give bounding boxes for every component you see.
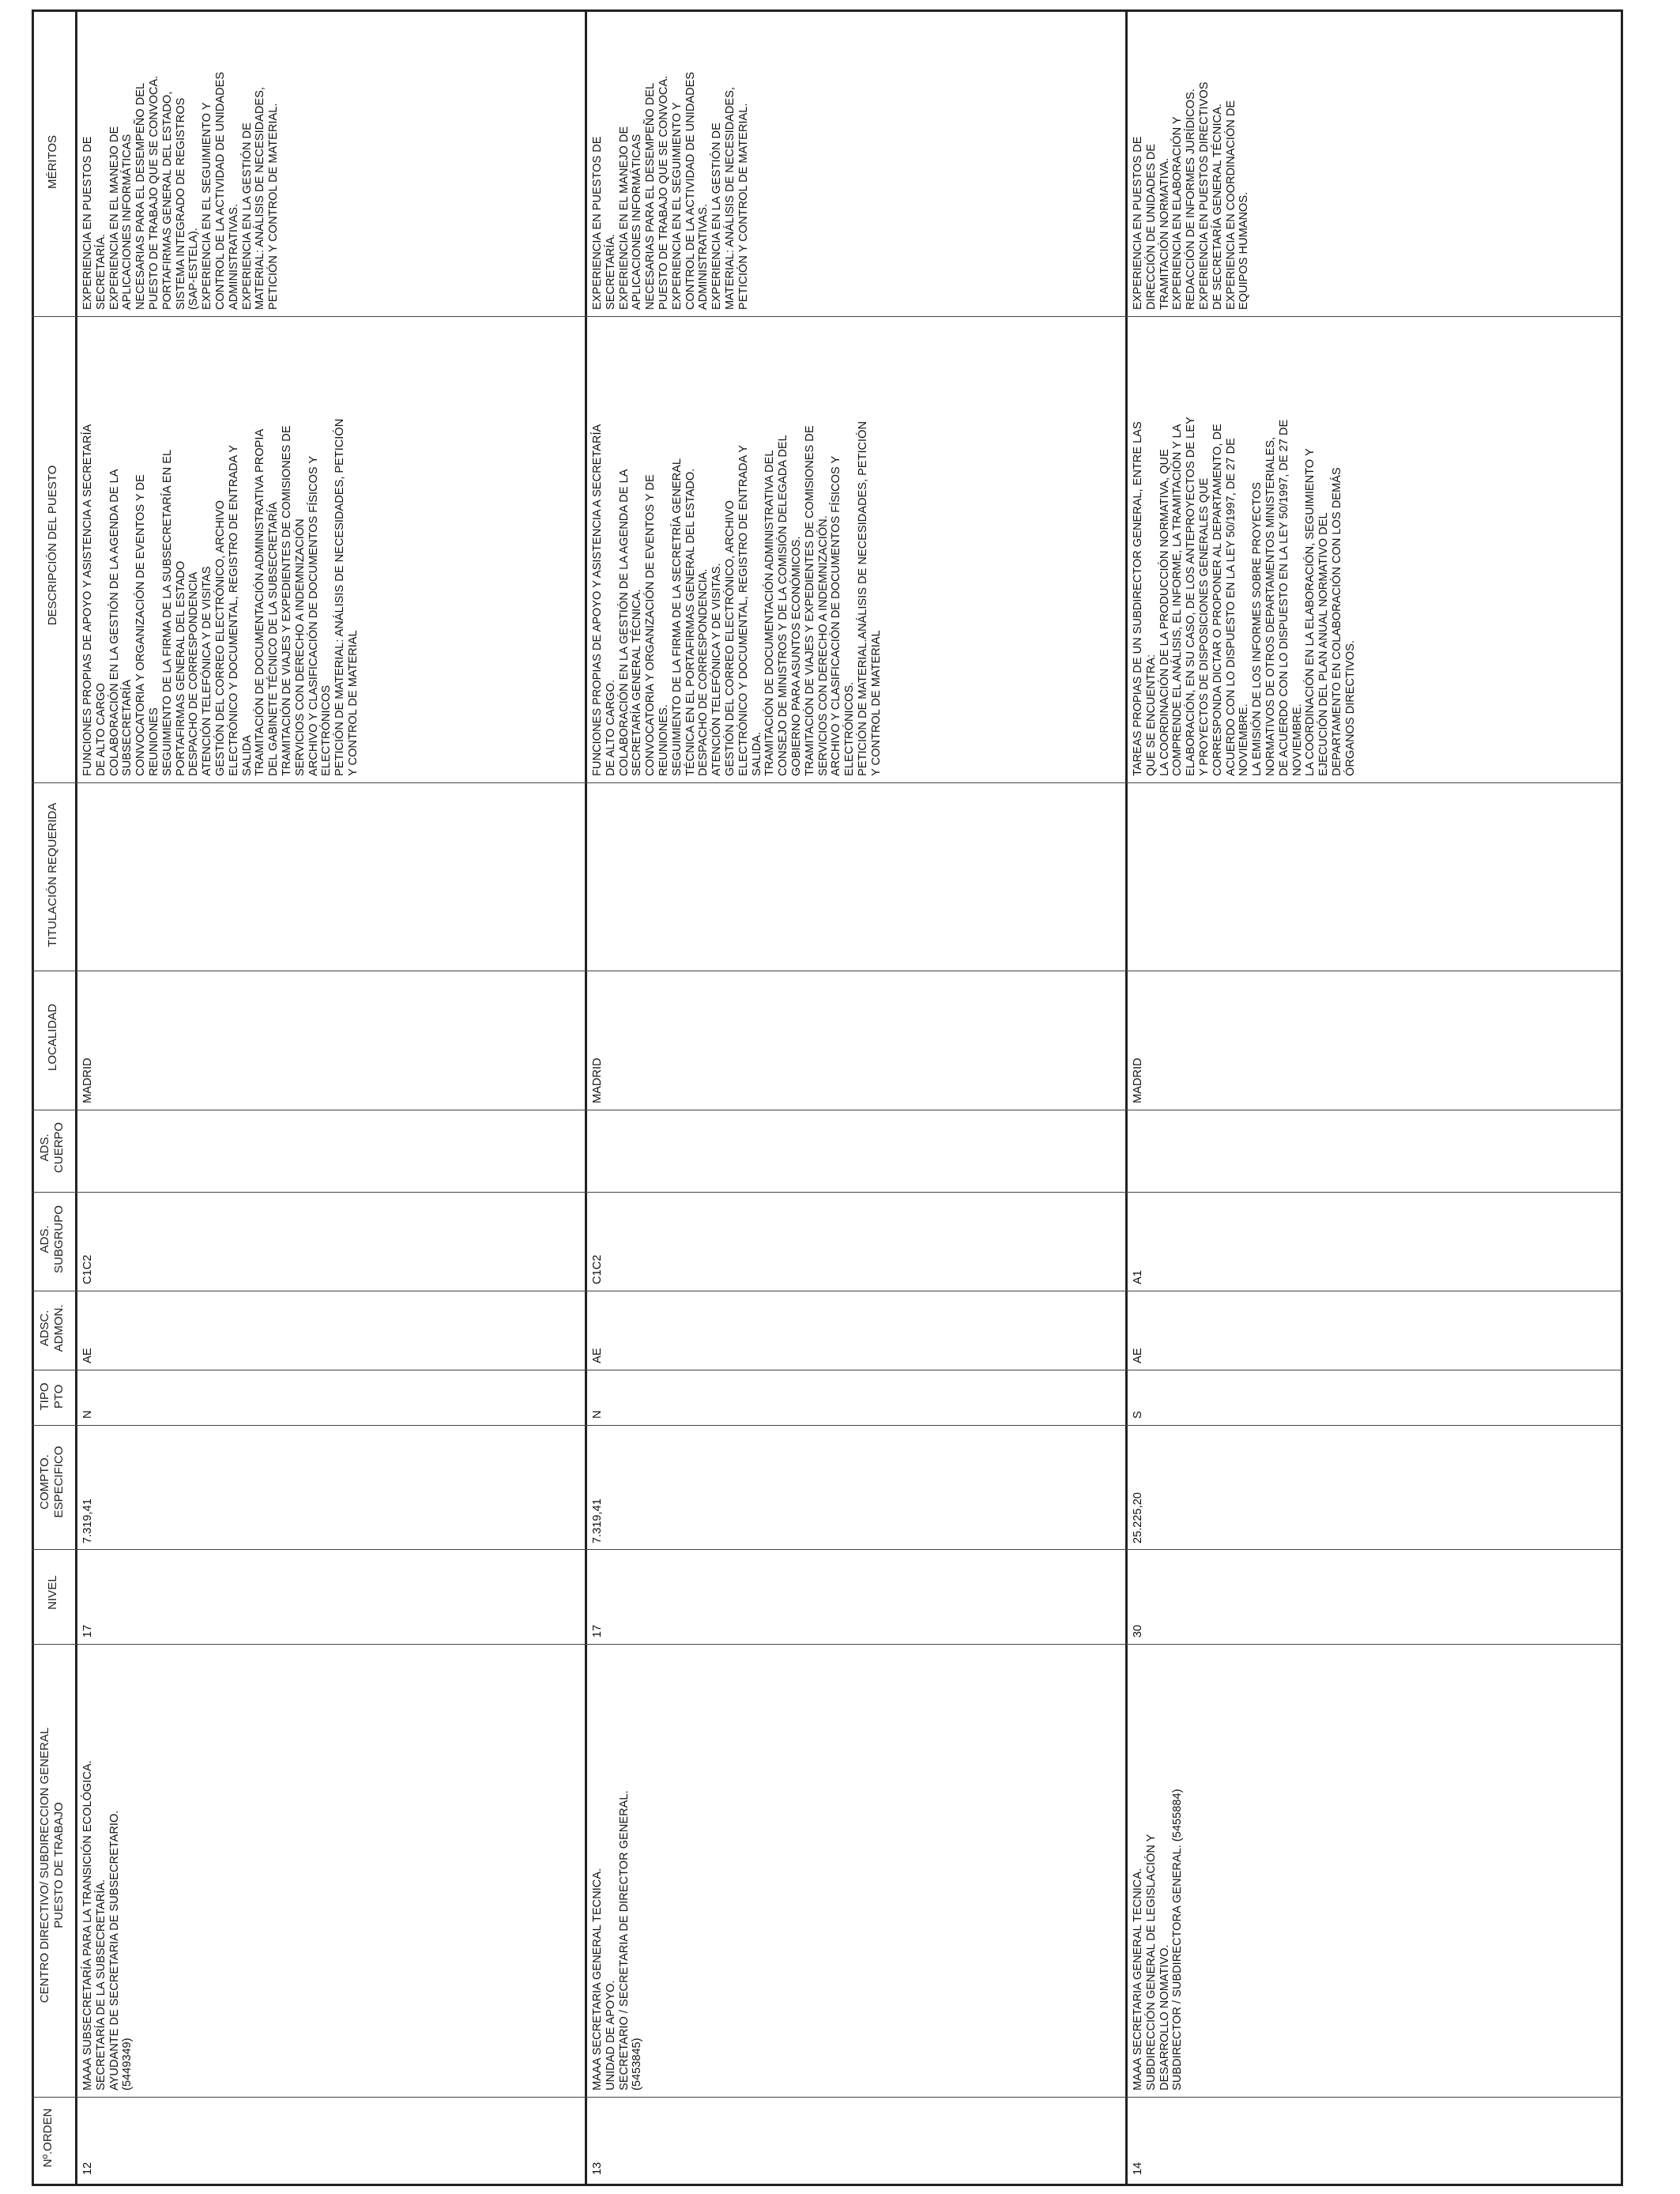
row-nivel: 17	[591, 1624, 604, 1638]
header-localidad: LOCALIDAD	[46, 1003, 59, 1072]
row-complemento: 25.225,20	[1132, 1492, 1144, 1544]
row-adsc-admon: AE	[591, 1348, 604, 1363]
header-adsc-admon: ADSC. ADMON.	[38, 1304, 66, 1352]
row-complemento: 7.319,41	[591, 1498, 604, 1544]
table-border	[32, 9, 1623, 2186]
col-divider-nivel-compto	[32, 1549, 1623, 1550]
row-descripcion: FUNCIONES PROPIAS DE APOYO Y ASISTENCIA A SECRETARÍA DE ALTO CARGO COLABORACIÓN EN LA GESTIÓN DE LA AGENDA DE LA SUBSECRETARÍA CONVOCATORIA Y ORGANIZACIÓN DE EVENTOS Y DE REUNIONES SEGUIMIENTO DE LA FIRMA DE LA SUBSECRETARÍA EN EL PORTAFIRMAS GENERAL DEL ESTADO DESPACHO DE CORRESPONDENCIA ATENCIÓN TELEFÓNICA Y DE VISITAS GESTIÓN DEL CORREO ELECTRÓNICO, ARCHIVO ELECTRÓNICO Y DOCUMENTAL, REGISTRO DE ENTRADA Y SALIDA TRAMITACIÓN DE DOCUMENTACIÓN ADMINISTRATIVA PROPIA DEL GABINETE TÉCNICO DE LA SUBSECRETARÍA TRAMITACIÓN DE VIAJES Y EXPEDIENTES DE COMISIONES DE SERVICIOS CON DERECHO A INDEMNIZACIÓN ARCHIVO Y CLASIFICACIÓN DE DOCUMENTOS FÍSICOS Y ELECTRÓNICOS PETICIÓN DE MATERIAL: ANÁLISIS DE NECESIDADES, PETICIÓN Y CONTROL DE MATERIAL	[81, 418, 360, 776]
col-divider-descripcion-meritos	[32, 316, 1623, 317]
row-centro: MAAA SECRETARIA GENERAL TECNICA. SUBDIRECCIÓN GENERAL DE LEGISLACIÓN Y DESARROLLO NOMATIVO. SUBDIRECTOR / SUBDIRECTORA GENERAL. (5455884)	[1132, 1789, 1185, 2090]
row-orden: 13	[591, 2162, 604, 2175]
row-tipo: S	[1132, 1411, 1144, 1419]
row-centro: MAAA SUBSECRETARÍA PARA LA TRANSICIÓN ECOLÓGICA. SECRETARÍA DE LA SUBSECRETARÍA. AYUDANTE DE SECRETARIA DE SUBSECRETARIO. (5449349)	[81, 1760, 134, 2090]
header-row-divider	[75, 9, 77, 2186]
header-ads-subgrupo: ADS. SUBGRUPO	[38, 1205, 66, 1273]
header-titulacion: TITULACIÓN REQUERIDA	[46, 802, 59, 948]
row-adsc-admon: AE	[1132, 1348, 1144, 1363]
row-orden: 14	[1132, 2162, 1144, 2175]
row-tipo: N	[81, 1410, 94, 1419]
row-descripcion: FUNCIONES PROPIAS DE APOYO Y ASISTENCIA A SECRETARÍA DE ALTO CARGO. COLABORACIÓN EN LA GESTIÓN DE LA AGENDA DE LA SECRETARÍA GENERAL TÉCNICA. CONVOCATORIA Y ORGANIZACIÓN DE EVENTOS Y DE REUNIONES. SEGUIMIENTO DE LA FIRMA DE LA SECRETRÍA GENERAL TÉCNICA EN EL PORTAFIRMAS GENERAL DEL ESTADO. DESPACHO DE CORRESPONDENCIA. ATENCIÓN TELEFÓNICA Y DE VISITAS. GESTIÓN DEL CORREO ELECTRÓNICO, ARCHIVO ELECTRÓNICO Y DOCUMENTAL, REGISTRO DE ENTRADA Y SALIDA. TRAMITACIÓN DE DOCUMENTACIÓN ADMINISTRATIVA DEL CONSEJO DE MINISTROS Y DE LA COMISIÓN DELEGADA DEL GOBIERNO PARA ASUNTOS ECONÓMICOS. TRAMITACIÓN DE VIAJES Y EXPEDIENTES DE COMISIONES DE SERVICIOS CON DERECHO A INDEMNIZACIÓN. ARCHIVO Y CLASIFICACIÓN DE DOCUMENTOS FÍSICOS Y ELECTRÓNICOS. PETICIÓN DE MATERIAL.ANÁLISIS DE NECESIDADES, PETICIÓN Y CONTROL DE MATERIAL	[591, 421, 883, 776]
row-ads-subgrupo: C1C2	[81, 1254, 94, 1284]
col-divider-centro-nivel	[32, 1644, 1623, 1645]
row-nivel: 30	[1132, 1624, 1144, 1638]
row-centro: MAAA SECRETARIA GENERAL TECNICA. UNIDAD DE APOYO. SECRETARIO / SECRETARIA DE DIRECTOR GENERAL. (5453845)	[591, 1790, 644, 2090]
row-complemento: 7.319,41	[81, 1498, 94, 1544]
header-meritos: MÉRITOS	[46, 134, 59, 190]
col-divider-subgrupo-cuerpo	[32, 1192, 1623, 1193]
row-descripcion: TAREAS PROPIAS DE UN SUBDIRECTOR GENERAL, ENTRE LAS QUE SE ENCUENTRA: LA COORDINACIÓN DE LA PRODUCCIÓN NORMATIVA, QUE COMPRENDE EL ANÁLISIS, EL INFORME, LA TRAMITACIÓN Y LA ELABORACIÓN, EN SU CASO, DE LOS ANTEPROYECTOS DE LEY Y PROYECTOS DE DISPOSICIONES GENERALES QUE CORRESPONDA DICTAR O PROPONER AL DEPARTAMENTO, DE ACUERDO CON LO DISPUESTO EN LA LEY 50/1997, DE 27 DE NOVIEMBRE. LA EMISIÓN DE LOS INFORMES SOBRE PROYECTOS NORMATIVOS DE OTROS DEPARTAMENTOS MINISTERIALES, DE ACUERDO CON LO DISPUESTO EN LA LEY 50/1997, DE 27 DE NOVIEMBRE. LA COORDINACIÓN EN LA ELABORACIÓN, SEGUIMIENTO Y EJECUCIÓN DEL PLAN ANUAL NORMATIVO DEL DEPARTAMENTO EN COLABORACIÓN CON LOS DEMÁS ÓRGANOS DIRECTIVOS.	[1132, 417, 1357, 776]
row-tipo: N	[591, 1410, 604, 1419]
row-ads-subgrupo: A1	[1132, 1270, 1144, 1284]
header-nivel: NIVEL	[46, 1575, 59, 1610]
row-nivel: 17	[81, 1624, 94, 1638]
header-tipo: TIPO PTO	[38, 1382, 66, 1411]
col-divider-titulacion-descripcion	[32, 782, 1623, 783]
row-localidad: MADRID	[1132, 1057, 1144, 1103]
header-complemento: COMPTO. ESPECIFICO	[38, 1446, 66, 1518]
row-divider-12-13	[585, 9, 587, 2186]
header-ads-cuerpo: ADS. CUERPO	[38, 1122, 66, 1174]
col-divider-orden-centro	[32, 2097, 1623, 2098]
col-divider-compto-tipo	[32, 1425, 1623, 1426]
row-adsc-admon: AE	[81, 1348, 94, 1363]
row-ads-subgrupo: C1C2	[591, 1254, 604, 1284]
row-meritos: EXPERIENCIA EN PUESTOS DE SECRETARÍA. EXPERIENCIA EN EL MANEJO DE APLICACIONES INFORMÁTICAS NECESARIAS PARA EL DESEMPEÑO DEL PUESTO DE TRABAJO QUE SE CONVOCA. PORTAFIRMAS GENERAL DEL ESTADO, SISTEMA INTEGRADO DE REGISTROS (SAP-ESTELA). EXPERIENCIA EN EL SEGUIMIENTO Y CONTROL DE LA ACTIVIDAD DE UNIDADES ADMINISTRATIVAS. EXPERIENCIA EN LA GESTIÓN DE MATERIAL: ANÁLISIS DE NECESIDADES, PETICIÓN Y CONTROL DE MATERIAL.	[81, 71, 281, 310]
header-descripcion: DESCRIPCIÓN DEL PUESTO	[46, 465, 59, 626]
header-centro: CENTRO DIRECTIVO/ SUBDIRECCION GENERAL PUESTO DE TRABAJO	[38, 1727, 66, 2004]
row-meritos: EXPERIENCIA EN PUESTOS DE DIRECCIÓN DE UNIDADES DE TRAMITACIÓN NORMATIVA. EXPERIENCIA EN ELABORACIÓN Y REDACCIÓN DE INFORMES JURÍDICOS. EXPERIENCIA EN PUESTOS DIRECTIVOS DE SECRETARÍA GENERAL TÉCNICA. EXPERIENCIA EN COORDINACIÓN DE EQUIPOS HUMANOS.	[1132, 81, 1251, 310]
row-localidad: MADRID	[81, 1057, 94, 1103]
row-localidad: MADRID	[591, 1057, 604, 1103]
header-orden: Nº.ORDEN	[41, 2108, 55, 2168]
row-divider-13-14	[1125, 9, 1128, 2186]
row-meritos: EXPERIENCIA EN PUESTOS DE SECRETARÍA. EXPERIENCIA EN EL MANEJO DE APLICACIONES INFORMÁTICAS NECESARIAS PARA EL DESEMPEÑO DEL PUESTO DE TRABAJO QUE SE CONVOCA. EXPERIENCIA EN EL SEGUIMIENTO Y CONTROL DE LA ACTIVIDAD DE UNIDADES ADMINISTRATIVAS. EXPERIENCIA EN LA GESTIÓN DE MATERIAL: ANÁLISIS DE NECESIDADES, PETICIÓN Y CONTROL DE MATERIAL.	[591, 71, 750, 310]
row-orden: 12	[81, 2162, 94, 2175]
